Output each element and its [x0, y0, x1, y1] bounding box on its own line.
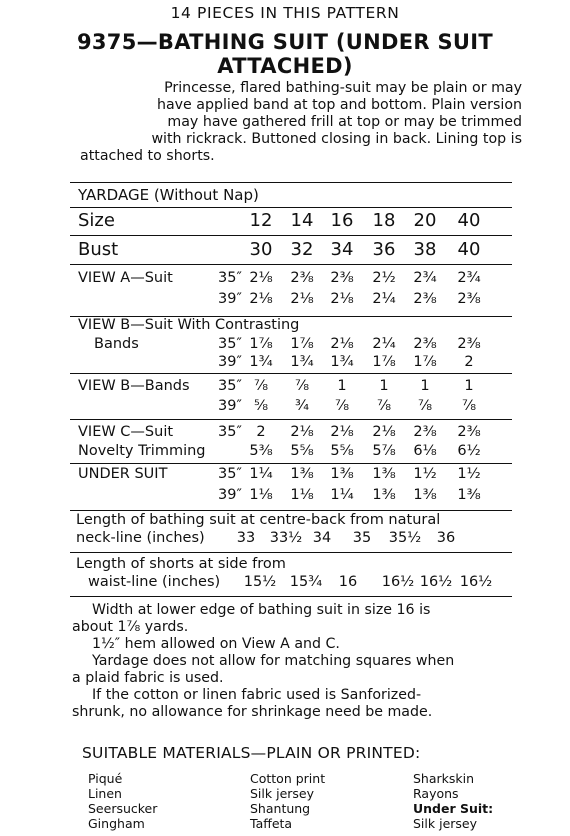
yardage-value: 1⅛ [249, 487, 273, 503]
suit-length-value: 33 [236, 530, 256, 546]
yardage-value: 1⅞ [290, 336, 314, 352]
yardage-value: ⅞ [334, 398, 350, 414]
yardage-value: 2⅛ [330, 336, 354, 352]
yardage-value: 1⅜ [372, 487, 396, 503]
shorts-length-value: 16½ [419, 574, 453, 590]
yardage-value: 2⅜ [290, 270, 314, 286]
yardage-value: 1⅜ [290, 466, 314, 482]
yardage-value: 1½ [457, 466, 481, 482]
yardage-value: 1⅞ [372, 354, 396, 370]
material-item: Silk jersey [413, 816, 477, 831]
yardage-heading: YARDAGE (Without Nap) [78, 186, 259, 204]
pattern-title: 9375—BATHING SUIT (UNDER SUIT [76, 30, 494, 54]
fabric-width: 39″ [218, 398, 242, 414]
suit-length-label-continued: neck-line (inches) [76, 530, 205, 546]
suit-length-value: 36 [436, 530, 456, 546]
rule [70, 182, 512, 183]
rule [70, 207, 512, 208]
bust-value: 36 [372, 239, 396, 260]
yardage-value: 2⅛ [372, 424, 396, 440]
yardage-value: 2⅜ [413, 424, 437, 440]
yardage-value: 2¼ [372, 291, 396, 307]
yardage-row-label: VIEW A—Suit [78, 270, 173, 286]
suit-length-label: Length of bathing suit at centre-back from natural [76, 512, 441, 528]
shorts-length-value: 15½ [243, 574, 277, 590]
yardage-value: 6⅛ [413, 443, 437, 459]
yardage-value: 1¼ [330, 487, 354, 503]
yardage-value: 2⅜ [413, 336, 437, 352]
note-line: shrunk, no allowance for shrinkage need be made. [72, 704, 433, 720]
yardage-row-label: Bands [94, 336, 139, 352]
material-item: Taffeta [250, 816, 293, 831]
yardage-value: 2 [464, 354, 474, 370]
shorts-length-label-continued: waist-line (inches) [88, 574, 221, 590]
rule [70, 552, 512, 553]
rule [70, 510, 512, 511]
pieces-count: 14 PIECES IN THIS PATTERN [170, 4, 400, 22]
note-line: a plaid fabric is used. [72, 670, 224, 686]
yardage-value: 2 [256, 424, 266, 440]
note-line: about 1⅞ yards. [72, 619, 189, 635]
bust-value: 40 [457, 239, 481, 260]
yardage-value: ⅞ [376, 398, 392, 414]
bust-value: 38 [413, 239, 437, 260]
fabric-width: 39″ [218, 291, 242, 307]
fabric-width: 35″ [218, 378, 242, 394]
suit-length-value: 35 [352, 530, 372, 546]
yardage-value: 2¾ [457, 270, 481, 286]
rule [70, 235, 512, 236]
material-item: Linen [88, 786, 122, 801]
shorts-length-value: 16 [338, 574, 358, 590]
yardage-value: 1⅛ [290, 487, 314, 503]
material-item: Gingham [88, 816, 145, 831]
notes [72, 602, 512, 721]
yardage-value: 1½ [413, 466, 437, 482]
bust-value: 34 [330, 239, 354, 260]
fabric-width: 35″ [218, 424, 242, 440]
yardage-value: 2⅛ [249, 291, 273, 307]
size-value: 16 [330, 210, 354, 231]
size-value: 18 [372, 210, 396, 231]
yardage-value: 2⅜ [457, 424, 481, 440]
yardage-value: 1⅞ [413, 354, 437, 370]
size-value: 12 [249, 210, 273, 231]
fabric-width: 35″ [218, 466, 242, 482]
description-line: Princesse, flared bathing-suit may be plain or may [164, 80, 522, 96]
note-line: If the cotton or linen fabric used is Sanforized- [92, 687, 422, 703]
fabric-width: 35″ [218, 336, 242, 352]
description-line: may have gathered frill at top or may be trimmed [167, 114, 522, 130]
yardage-value: 1¾ [290, 354, 314, 370]
rule [70, 316, 512, 317]
material-item: Shantung [250, 801, 311, 816]
fabric-width: 39″ [218, 487, 242, 503]
yardage-value: 1¾ [249, 354, 273, 370]
fabric-width: 35″ [218, 270, 242, 286]
yardage-value: 1⅜ [330, 466, 354, 482]
yardage-value: 1⅜ [372, 466, 396, 482]
pattern-title-continued: ATTACHED) [217, 54, 353, 78]
rule [70, 419, 512, 420]
description [72, 80, 522, 165]
yardage-value: 1 [464, 378, 474, 394]
shorts-length-label: Length of shorts at side from [76, 556, 286, 572]
yardage-value: 1 [420, 378, 430, 394]
yardage-value: 2¾ [413, 270, 437, 286]
yardage-value: 5⅝ [290, 443, 314, 459]
suit-length-value: 34 [312, 530, 332, 546]
yardage-value: 1¾ [330, 354, 354, 370]
description-line: have applied band at top and bottom. Plain version [156, 97, 522, 113]
description-line: with rickrack. Buttoned closing in back. Lining top is [151, 131, 522, 147]
shorts-length-value: 15¾ [289, 574, 323, 590]
yardage-value: 1 [379, 378, 389, 394]
yardage-value: 5⅝ [330, 443, 354, 459]
bust-value: 32 [290, 239, 314, 260]
yardage-value: 2⅜ [330, 270, 354, 286]
materials-heading: SUITABLE MATERIALS—PLAIN OR PRINTED: [82, 744, 421, 762]
yardage-value: 2⅛ [330, 424, 354, 440]
material-item: Piqué [88, 771, 123, 786]
note-line: Width at lower edge of bathing suit in size 16 is [92, 602, 431, 618]
size-value: 14 [290, 210, 314, 231]
bust-label: Bust [78, 239, 119, 260]
size-value: 40 [457, 210, 481, 231]
yardage-row-label: VIEW C—Suit [78, 424, 174, 440]
yardage-value: 2⅛ [290, 424, 314, 440]
yardage-row-label: VIEW B—Bands [78, 378, 190, 394]
yardage-value: 1 [337, 378, 347, 394]
yardage-value: 2⅛ [330, 291, 354, 307]
yardage-value: 2⅜ [413, 291, 437, 307]
note-line: Yardage does not allow for matching squares when [92, 653, 455, 669]
material-item: Rayons [413, 786, 459, 801]
material-item: Seersucker [88, 801, 158, 816]
yardage-value: 2⅜ [457, 291, 481, 307]
yardage-value: ⅞ [417, 398, 433, 414]
yardage-value: ⅞ [253, 378, 269, 394]
yardage-value: 1⅜ [457, 487, 481, 503]
yardage-row-label: VIEW B—Suit With Contrasting [78, 317, 300, 333]
bust-value: 30 [249, 239, 273, 260]
rule [70, 463, 512, 464]
yardage-value: 2⅛ [249, 270, 273, 286]
description-line: attached to shorts. [80, 148, 215, 164]
suit-length-value: 33½ [269, 530, 303, 546]
yardage-value: 5⅞ [372, 443, 396, 459]
yardage-row-label: Novelty Trimming [78, 443, 206, 459]
suit-length-value: 35½ [388, 530, 422, 546]
yardage-value: 6½ [457, 443, 481, 459]
fabric-width: 39″ [218, 354, 242, 370]
yardage-row-label: UNDER SUIT [78, 466, 168, 482]
rule [70, 264, 512, 265]
note-line: 1½″ hem allowed on View A and C. [92, 636, 340, 652]
material-item: Cotton print [250, 771, 326, 786]
size-label: Size [78, 210, 115, 231]
yardage-value: 2½ [372, 270, 396, 286]
yardage-value: ⅝ [253, 398, 269, 414]
yardage-value: 2¼ [372, 336, 396, 352]
material-item: Under Suit: [413, 801, 494, 816]
yardage-value: ¾ [294, 398, 310, 414]
yardage-value: 1¼ [249, 466, 273, 482]
yardage-value: 5⅜ [249, 443, 273, 459]
yardage-value: 2⅛ [290, 291, 314, 307]
yardage-value: 2⅜ [457, 336, 481, 352]
yardage-value: 1⅞ [249, 336, 273, 352]
size-value: 20 [413, 210, 437, 231]
shorts-length-value: 16½ [459, 574, 493, 590]
material-item: Silk jersey [250, 786, 314, 801]
rule [70, 596, 512, 597]
material-item: Sharkskin [413, 771, 475, 786]
yardage-value: 1⅜ [413, 487, 437, 503]
yardage-value: ⅞ [461, 398, 477, 414]
shorts-length-value: 16½ [381, 574, 415, 590]
rule [70, 373, 512, 374]
yardage-value: ⅞ [294, 378, 310, 394]
